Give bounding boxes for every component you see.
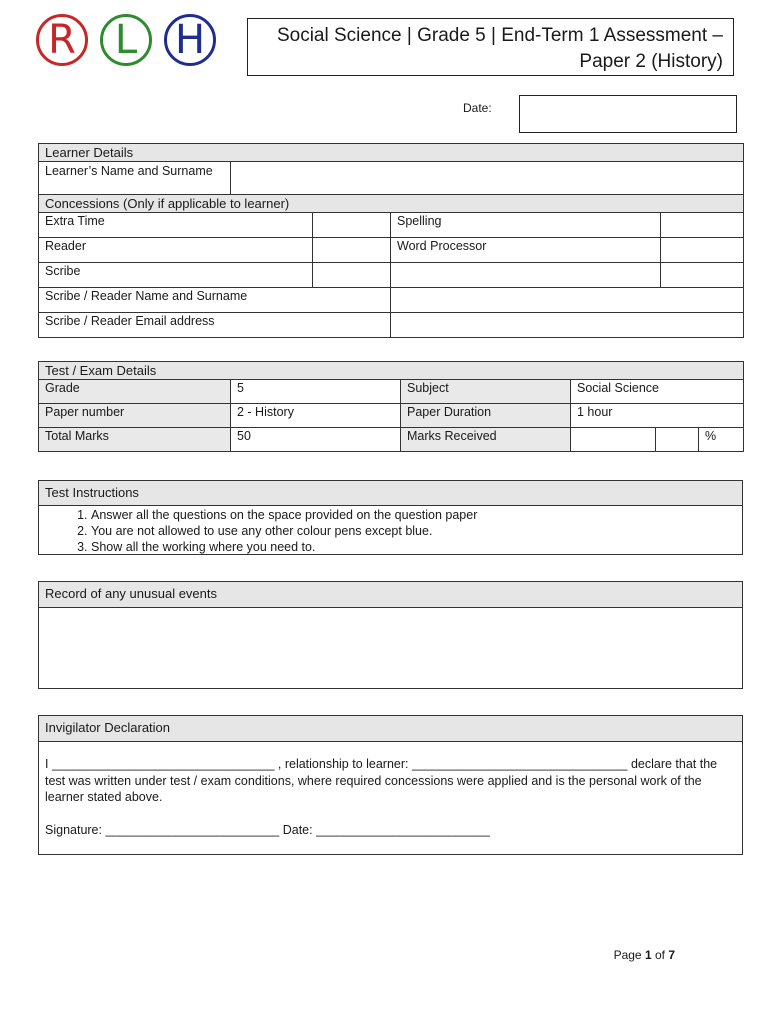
blank-cell <box>661 263 744 288</box>
title-line-2: Paper 2 (History) <box>579 51 723 72</box>
page-number <box>614 948 675 962</box>
invigilator-declaration-box <box>38 715 743 855</box>
total-marks-value: 50 <box>231 428 401 452</box>
scribe-name-field[interactable] <box>391 288 744 313</box>
total-marks-label: Total Marks <box>39 428 231 452</box>
reader-label: Reader <box>39 238 313 263</box>
spelling-field[interactable] <box>661 213 744 238</box>
test-instructions-box <box>38 480 743 555</box>
instructions-list <box>39 506 742 555</box>
percent-field[interactable] <box>656 428 699 452</box>
paper-number-label: Paper number <box>39 404 231 428</box>
learner-details-table <box>38 143 744 338</box>
marks-received-label: Marks Received <box>401 428 571 452</box>
grade-label: Grade <box>39 380 231 404</box>
logo-letter-h: H <box>174 17 206 63</box>
logo-h <box>164 14 216 66</box>
signature-line: Signature: _________________________ Date: _________________________ <box>45 822 490 837</box>
logo-letter-l: L <box>114 17 138 63</box>
unusual-events-box <box>38 581 743 689</box>
instruction-item: 1. Answer all the questions on the space provided on the question paper <box>91 507 742 523</box>
unusual-events-header: Record of any unusual events <box>39 582 742 608</box>
marks-received-field[interactable] <box>571 428 656 452</box>
subject-value: Social Science <box>571 380 744 404</box>
reader-field[interactable] <box>313 238 391 263</box>
concessions-header: Concessions (Only if applicable to learner) <box>39 195 744 213</box>
logo-r <box>36 14 88 66</box>
blank-cell <box>391 263 661 288</box>
invigilator-declaration-header: Invigilator Declaration <box>39 716 742 742</box>
unusual-events-field[interactable] <box>39 608 742 688</box>
total-pages: 7 <box>668 948 675 962</box>
scribe-email-field[interactable] <box>391 313 744 338</box>
instruction-item: 2. You are not allowed to use any other colour pens except blue. <box>91 523 742 539</box>
page-of: of <box>651 948 669 962</box>
subject-label: Subject <box>401 380 571 404</box>
extra-time-label: Extra Time <box>39 213 313 238</box>
instruction-item: 3. Show all the working where you need to. <box>91 539 742 555</box>
scribe-label: Scribe <box>39 263 313 288</box>
extra-time-field[interactable] <box>313 213 391 238</box>
percent-sign: % <box>699 428 744 452</box>
learner-details-header: Learner Details <box>39 144 744 162</box>
paper-number-value: 2 - History <box>231 404 401 428</box>
logo-letter-r: R <box>48 17 76 63</box>
date-label: Date: <box>463 101 492 115</box>
learner-name-field[interactable] <box>231 162 744 195</box>
test-details-table <box>38 361 744 452</box>
document-title <box>247 18 734 76</box>
scribe-name-label: Scribe / Reader Name and Surname <box>39 288 391 313</box>
spelling-label: Spelling <box>391 213 661 238</box>
learner-name-label: Learner’s Name and Surname <box>39 162 231 195</box>
grade-value: 5 <box>231 380 401 404</box>
paper-duration-value: 1 hour <box>571 404 744 428</box>
scribe-field[interactable] <box>313 263 391 288</box>
title-line-1: Social Science | Grade 5 | End-Term 1 Assessment – <box>276 25 723 46</box>
date-field[interactable] <box>519 95 737 133</box>
declaration-text: I ________________________________ , relationship to learner: _______________________________ declare that the test was written under test / exam conditions, where required concessions were applied and is the personal work of the learner stated above. <box>45 757 718 804</box>
word-processor-label: Word Processor <box>391 238 661 263</box>
scribe-email-label: Scribe / Reader Email address <box>39 313 391 338</box>
test-details-header: Test / Exam Details <box>39 362 744 380</box>
logo-l <box>100 14 152 66</box>
current-page: 1 <box>644 948 652 962</box>
page-prefix: Page <box>613 948 645 962</box>
paper-duration-label: Paper Duration <box>401 404 571 428</box>
word-processor-field[interactable] <box>661 238 744 263</box>
test-instructions-header: Test Instructions <box>39 481 742 506</box>
